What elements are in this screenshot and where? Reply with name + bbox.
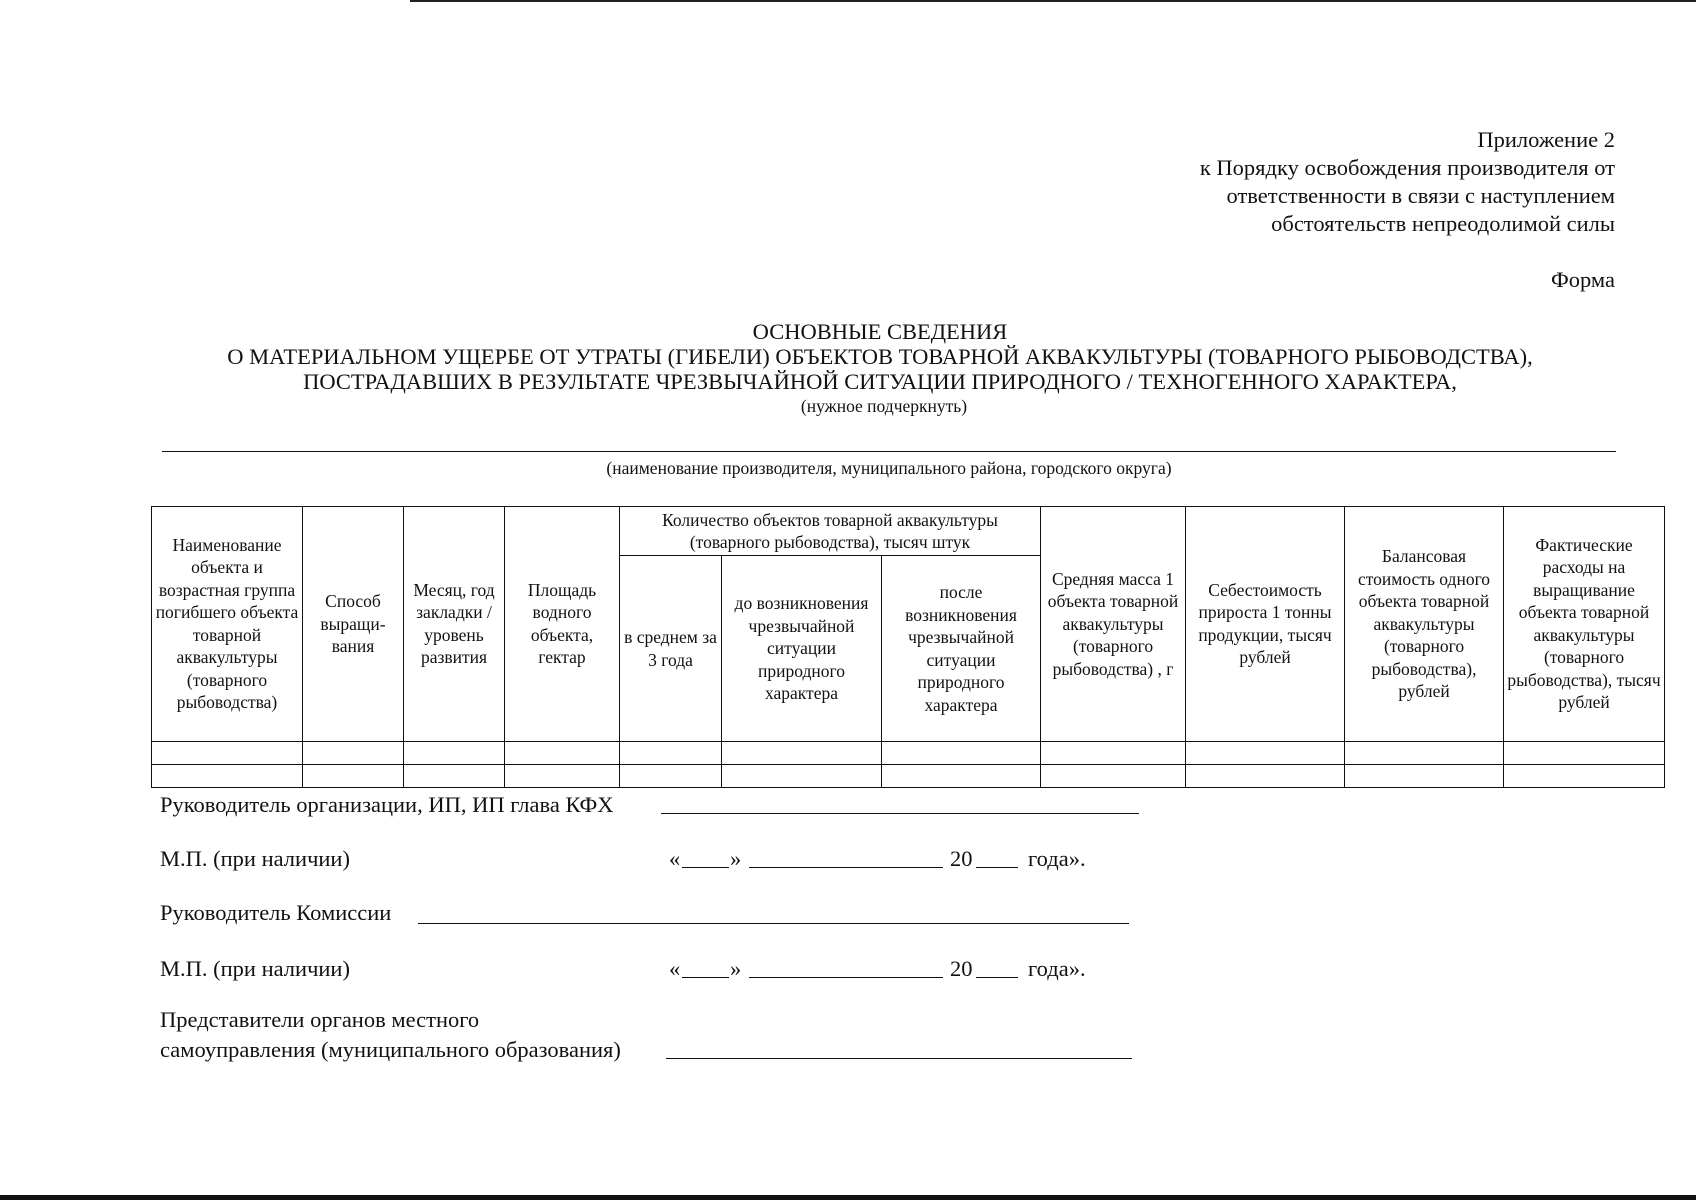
appendix-ref-line3: обстоятельств непреодолимой силы (1271, 211, 1615, 236)
date2-suffix: года». (1028, 956, 1086, 981)
table-cell[interactable] (152, 741, 303, 764)
table-cell[interactable] (404, 741, 505, 764)
table-cell[interactable] (404, 764, 505, 787)
table-cell[interactable] (1345, 741, 1504, 764)
table-cell[interactable] (152, 764, 303, 787)
table-cell[interactable] (1504, 764, 1665, 787)
producer-name-line[interactable] (162, 451, 1616, 452)
table-cell[interactable] (882, 741, 1041, 764)
col-header-balance: Балансовая стоимость одного объекта товарной аквакультуры (товарного рыбоводства), рублей (1345, 507, 1504, 742)
reps-label-line2: самоуправления (муниципального образования) (160, 1037, 621, 1062)
appendix-ref-line1: к Порядку освобождения производителя от (1199, 155, 1615, 180)
title-note: (нужное подчеркнуть) (800, 396, 968, 416)
scan-bottom-edge (0, 1195, 1696, 1200)
appendix-header (1200, 126, 1615, 238)
head-commission-signature-line[interactable] (418, 923, 1129, 924)
date2-open-quote: « (669, 956, 681, 981)
col-header-mass: Средняя масса 1 объекта товарной аквакультуры (товарного рыбоводства) , г (1041, 507, 1186, 742)
mp1-label: М.П. (при наличии) (160, 846, 350, 871)
col-header-name: Наименование объекта и возрастная группа погибшего объекта товарной аквакультуры (товарного рыбоводства) (152, 507, 303, 742)
table-cell[interactable] (303, 764, 404, 787)
table-cell[interactable] (1041, 741, 1186, 764)
date2-year-line[interactable] (976, 977, 1018, 978)
table-cell[interactable] (505, 764, 620, 787)
title-line1: ОСНОВНЫЕ СВЕДЕНИЯ (752, 319, 1008, 344)
table-cell[interactable] (1186, 764, 1345, 787)
table-cell[interactable] (722, 741, 882, 764)
scan-top-edge (410, 0, 1696, 2)
table-cell[interactable] (1186, 741, 1345, 764)
col-header-before: до возникновения чрезвычайной ситуации природного характера (722, 556, 882, 741)
table-cell[interactable] (620, 764, 722, 787)
document-title (160, 319, 1600, 418)
reps-signature-line[interactable] (666, 1058, 1132, 1059)
head-org-signature-line[interactable] (661, 813, 1139, 814)
table-cell[interactable] (620, 741, 722, 764)
appendix-number: Приложение 2 (1477, 127, 1615, 152)
col-header-cost: Себестоимость прироста 1 тонны продукции, тысяч рублей (1186, 507, 1345, 742)
col-header-month: Месяц, год закладки / уровень развития (404, 507, 505, 742)
col-header-after: после возникновения чрезвычайной ситуации природного характера (882, 556, 1041, 741)
date2-year-prefix: 20 (950, 956, 973, 981)
date2-day-line[interactable] (682, 977, 729, 978)
table-cell[interactable] (1041, 764, 1186, 787)
date1-month-line[interactable] (749, 867, 943, 868)
col-header-method: Способ выращи-вания (303, 507, 404, 742)
date2-close-quote: » (730, 956, 742, 981)
date1-suffix: года». (1028, 846, 1086, 871)
date1-year-line[interactable] (976, 867, 1018, 868)
col-header-avg: в среднем за 3 года (620, 556, 722, 741)
title-line2: О МАТЕРИАЛЬНОМ УЩЕРБЕ ОТ УТРАТЫ (ГИБЕЛИ) ОБЪЕКТОВ ТОВАРНОЙ АКВАКУЛЬТУРЫ (ТОВАРНОГО РЫБОВОДСТВА), (227, 344, 1533, 369)
table-cell[interactable] (882, 764, 1041, 787)
table-row (152, 764, 1665, 787)
table-cell[interactable] (505, 741, 620, 764)
producer-caption: (наименование производителя, муниципального района, городского округа) (606, 458, 1172, 478)
date1-day-line[interactable] (682, 867, 729, 868)
col-header-actual: Фактические расходы на выращивание объекта товарной аквакультуры (товарного рыбоводства), тысяч рублей (1504, 507, 1665, 742)
col-header-area: Площадь водного объекта, гектар (505, 507, 620, 742)
head-org-label: Руководитель организации, ИП, ИП глава КФХ (160, 792, 614, 817)
date1-year-prefix: 20 (950, 846, 973, 871)
table-cell[interactable] (1504, 741, 1665, 764)
date2-month-line[interactable] (749, 977, 943, 978)
date1-open-quote: « (669, 846, 681, 871)
table-cell[interactable] (303, 741, 404, 764)
form-label: Форма (1550, 267, 1615, 292)
col-header-quantity-group: Количество объектов товарной аквакультуры (товарного рыбоводства), тысяч штук (620, 507, 1041, 556)
table-cell[interactable] (1345, 764, 1504, 787)
table-cell[interactable] (722, 764, 882, 787)
mp2-label: М.П. (при наличии) (160, 956, 350, 981)
head-commission-label: Руководитель Комиссии (160, 900, 392, 925)
title-line3: ПОСТРАДАВШИХ В РЕЗУЛЬТАТЕ ЧРЕЗВЫЧАЙНОЙ СИТУАЦИИ ПРИРОДНОГО / ТЕХНОГЕННОГО ХАРАКТЕРА, (303, 369, 1457, 394)
damage-table (151, 506, 1665, 788)
table-row (152, 741, 1665, 764)
reps-label-line1: Представители органов местного (160, 1007, 480, 1032)
date1-close-quote: » (730, 846, 742, 871)
appendix-ref-line2: ответственности в связи с наступлением (1226, 183, 1615, 208)
